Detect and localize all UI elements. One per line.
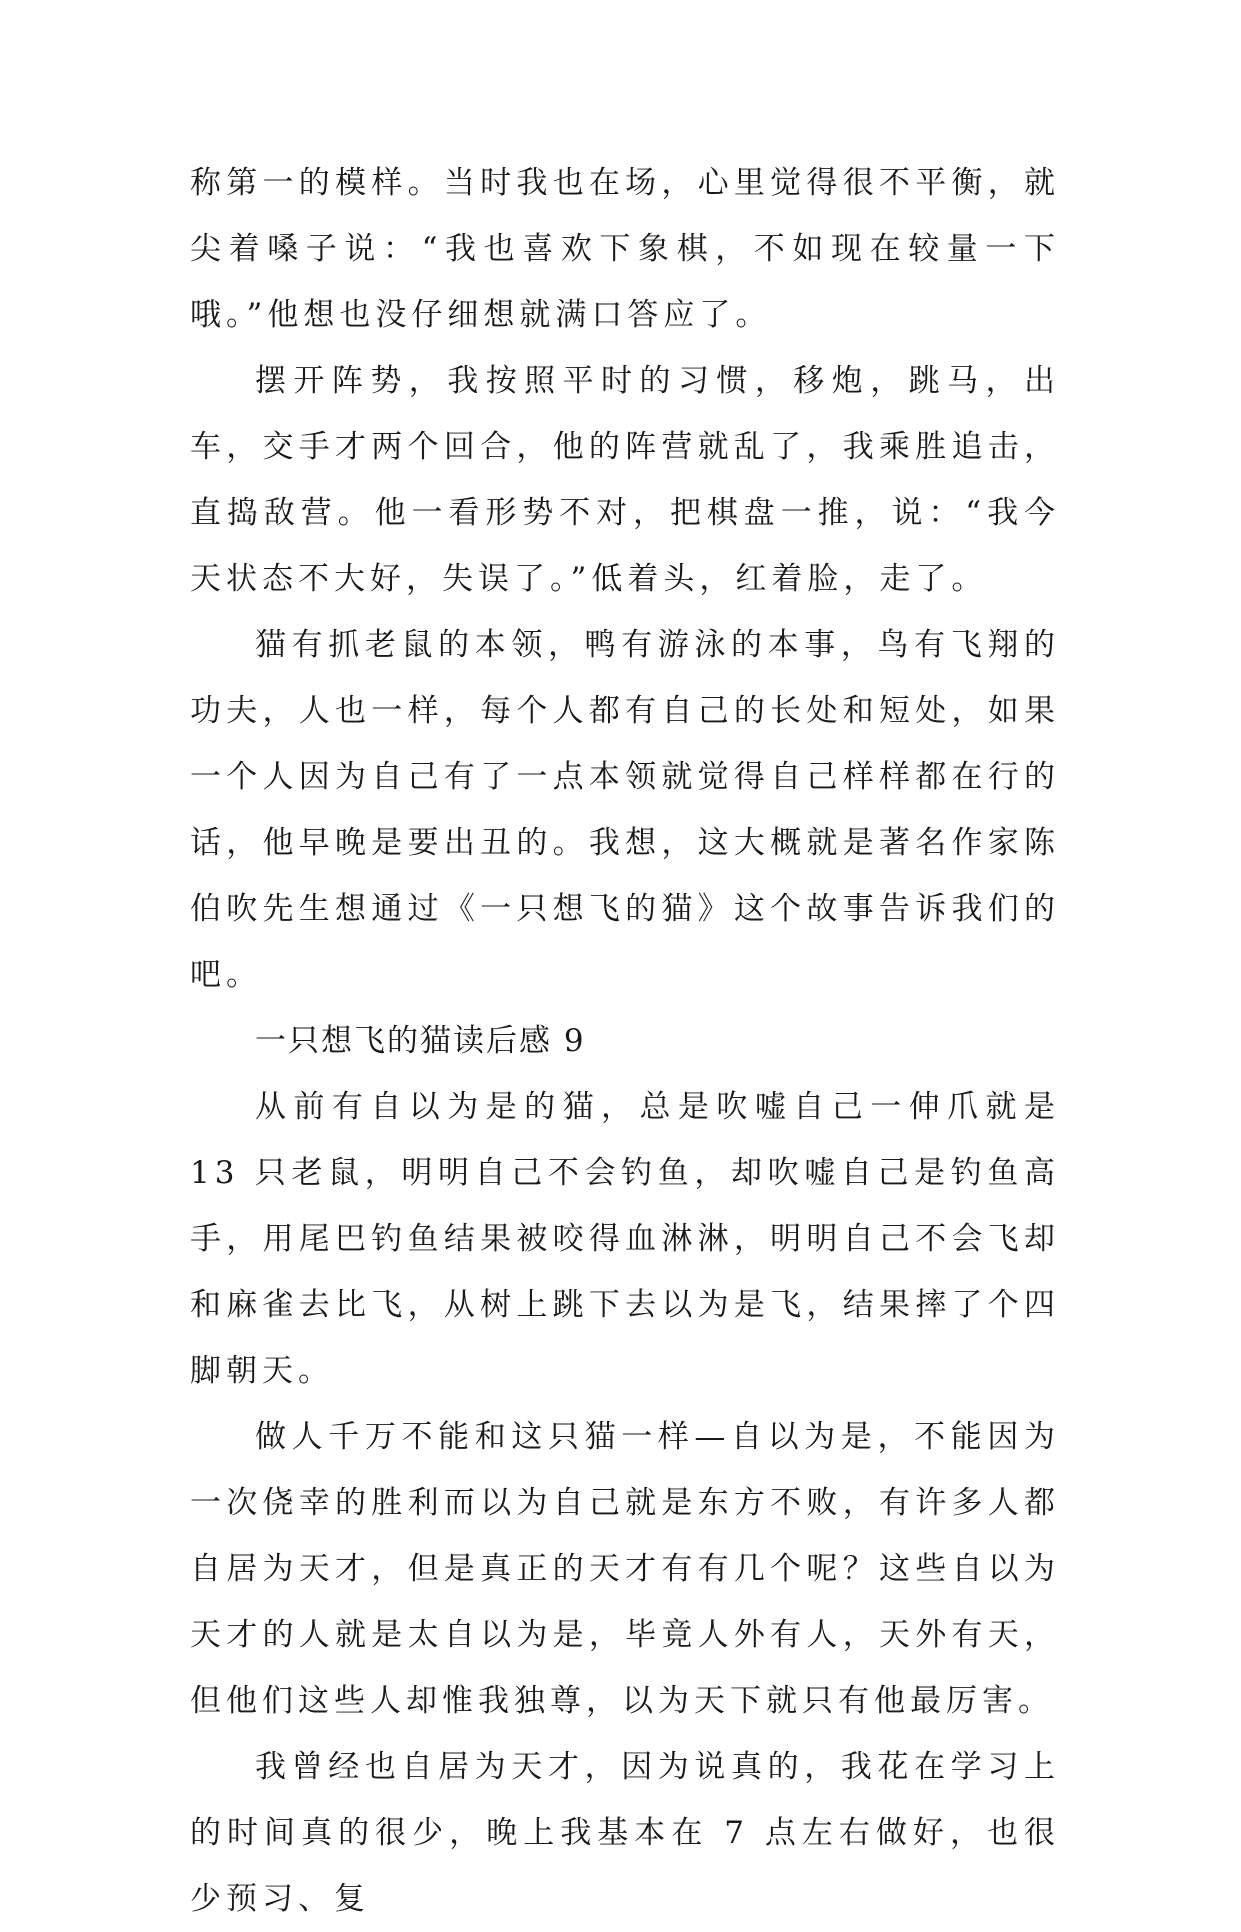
paragraph-continued: 称第一的模样。当时我也在场，心里觉得很不平衡，就尖着嗓子说：“我也喜欢下象棋，不如现在较量一下哦。”他想也没仔细想就满口答应了。	[190, 165, 1060, 333]
paragraph-reflection: 做人千万不能和这只猫一样—自以为是，不能因为一次侥幸的胜利而以为自己就是东方不败，有许多人都自居为天才，但是真正的天才有有几个呢？这些自以为天才的人就是太自以为是，毕竟人外有人，天外有天，但他们这些人却惟我独尊，以为天下就只有他最厉害。	[190, 1419, 1060, 1719]
section-heading: 一只想飞的猫读后感 9	[255, 1023, 586, 1059]
paragraph-story-summary: 从前有自以为是的猫，总是吹嘘自己一伸爪就是 13 只老鼠，明明自己不会钓鱼，却吹嘘自己是钓鱼高手，用尾巴钓鱼结果被咬得血淋淋，明明自己不会飞却和麻雀去比飞，从树上跳下去以为是飞，结果摔了个四脚朝天。	[190, 1089, 1060, 1389]
document-page	[190, 150, 1060, 1932]
paragraph-conclusion: 猫有抓老鼠的本领，鸭有游泳的本事，鸟有飞翔的功夫，人也一样，每个人都有自己的长处和短处，如果一个人因为自己有了一点本领就觉得自己样样都在行的话，他早晚是要出丑的。我想，这大概就是著名作家陈伯吹先生想通过《一只想飞的猫》这个故事告诉我们的吧。	[190, 627, 1060, 993]
paragraph-chess-game: 摆开阵势，我按照平时的习惯，移炮，跳马，出车，交手才两个回合，他的阵营就乱了，我乘胜追击，直捣敌营。他一看形势不对，把棋盘一推，说：“我今天状态不大好，失误了。”低着头，红着脸，走了。	[190, 363, 1060, 597]
paragraph-personal: 我曾经也自居为天才，因为说真的，我花在学习上的时间真的很少，晚上我基本在 7 点左右做好，也很少预习、复	[190, 1749, 1060, 1917]
